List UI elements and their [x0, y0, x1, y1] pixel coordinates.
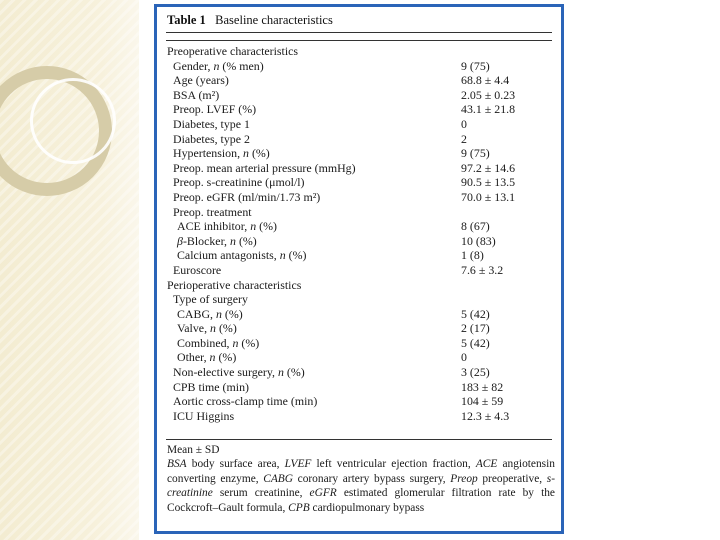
table-row: [167, 161, 555, 176]
row-label: CPB time (min): [173, 379, 249, 394]
row-label: Preop. s-creatinine (μmol/l): [173, 175, 305, 190]
table-row: [167, 380, 555, 395]
top-rule: [166, 32, 552, 33]
decorative-background-strip: [0, 0, 145, 540]
row-label: Age (years): [173, 73, 229, 88]
row-label: Preop. treatment: [173, 204, 252, 219]
abbreviation-definition: angiotensin converting enzyme,: [167, 458, 555, 485]
table-row: [167, 175, 555, 190]
table-row: [167, 73, 555, 88]
row-label: BSA (m²): [173, 87, 220, 102]
row-label: Preop. mean arterial pressure (mmHg): [173, 160, 356, 175]
row-value: 7.6 ± 3.2: [461, 262, 504, 277]
table-row: [167, 321, 555, 336]
row-label: Calcium antagonists, n (%): [177, 248, 307, 263]
row-value: 5 (42): [461, 335, 490, 350]
table-row: [167, 219, 555, 234]
row-label: Perioperative characteristics: [167, 277, 302, 292]
row-value: 12.3 ± 4.3: [461, 408, 510, 423]
table-row: [167, 365, 555, 380]
table-row: [167, 132, 555, 147]
abbreviation-definition: body surface area,: [186, 458, 285, 471]
row-label: Preoperative characteristics: [167, 44, 299, 58]
row-label: Diabetes, type 1: [173, 116, 250, 131]
abbreviation-term: ACE: [475, 458, 498, 471]
row-label: β-Blocker, n (%): [177, 233, 257, 248]
abbreviation-term: eGFR: [309, 487, 337, 500]
table-row: [167, 190, 555, 205]
row-value: 183 ± 82: [461, 379, 504, 394]
row-label: Aortic cross-clamp time (min): [173, 394, 318, 409]
table-row: [167, 350, 555, 365]
row-label: ACE inhibitor, n (%): [177, 219, 277, 234]
row-value: 10 (83): [461, 233, 496, 248]
abbreviation-term: LVEF: [284, 458, 312, 471]
row-label: Non-elective surgery, n (%): [173, 365, 305, 380]
table-number: Table 1: [167, 13, 206, 27]
table-frame: [154, 4, 564, 534]
row-value: 0: [461, 116, 467, 131]
table-row: [167, 336, 555, 351]
row-value: 43.1 ± 21.8: [461, 102, 516, 117]
row-value: 8 (67): [461, 219, 490, 234]
row-value: 2 (17): [461, 321, 490, 336]
table-row: [167, 146, 555, 161]
row-value: 70.0 ± 13.1: [461, 189, 516, 204]
row-label: Euroscore: [173, 262, 222, 277]
row-label: Preop. eGFR (ml/min/1.73 m²): [173, 189, 321, 204]
row-value: 1 (8): [461, 248, 484, 263]
table-title: Baseline characteristics: [215, 13, 333, 27]
row-label: Hypertension, n (%): [173, 146, 270, 161]
table-caption: [167, 13, 333, 28]
row-value: 3 (25): [461, 365, 490, 380]
row-label: Diabetes, type 2: [173, 131, 250, 146]
table-row: [167, 263, 555, 278]
abbreviation-definition: coronary artery bypass surgery,: [293, 472, 451, 485]
abbreviation-term: BSA: [167, 458, 187, 471]
table-row: [167, 88, 555, 103]
row-label: Type of surgery: [173, 292, 248, 307]
row-value: 9 (75): [461, 146, 490, 161]
row-label: CABG, n (%): [177, 306, 243, 321]
row-value: 97.2 ± 14.6: [461, 160, 516, 175]
abbreviation-list: [167, 458, 555, 513]
abbreviation-definition: left ventricular ejection fraction,: [311, 458, 476, 471]
decorative-ring-inner: [30, 78, 116, 164]
row-value: 90.5 ± 13.5: [461, 175, 516, 190]
table-row: [167, 59, 555, 74]
bottom-rule: [166, 439, 552, 440]
row-value: 2: [461, 131, 467, 146]
row-value: 68.8 ± 4.4: [461, 73, 510, 88]
abbreviation-definition: estimated glomerular filtration rate by the Cockcroft–Gault formula,: [167, 487, 555, 514]
abbreviation-term: CABG: [263, 472, 293, 485]
row-value: 5 (42): [461, 306, 490, 321]
row-value: 0: [461, 350, 467, 365]
table-row: [167, 278, 555, 293]
table-row: [167, 292, 555, 307]
abbreviation-definition: serum creatinine,: [212, 487, 310, 500]
abbreviation-definition: preoperative,: [477, 472, 547, 485]
abbreviation-term: Preop: [450, 472, 478, 485]
table-row: [167, 44, 555, 59]
row-label: Valve, n (%): [177, 321, 237, 336]
header-rule: [166, 40, 552, 41]
row-value: 2.05 ± 0.23: [461, 87, 516, 102]
row-label: Other, n (%): [177, 350, 237, 365]
table-row: [167, 394, 555, 409]
row-label: ICU Higgins: [173, 408, 235, 423]
table-row: [167, 117, 555, 132]
abbreviation-term: CPB: [288, 501, 310, 514]
table-row: [167, 102, 555, 117]
table-row: [167, 205, 555, 220]
abbreviation-term: s-creatinine: [167, 472, 555, 500]
row-label: Gender, n (% men): [173, 58, 264, 73]
table-row: [167, 409, 555, 424]
row-value: 9 (75): [461, 58, 490, 73]
row-label: Preop. LVEF (%): [173, 102, 257, 117]
mean-sd-note: Mean ± SD: [167, 444, 220, 456]
row-label: Combined, n (%): [177, 335, 260, 350]
table-row: [167, 234, 555, 249]
abbreviation-definition: cardiopulmonary bypass: [309, 501, 425, 514]
table-footnote: [167, 443, 555, 515]
strip-edge: [139, 0, 145, 540]
row-value: 104 ± 59: [461, 394, 504, 409]
table-body: [167, 44, 555, 423]
table-row: [167, 307, 555, 322]
table-row: [167, 248, 555, 263]
